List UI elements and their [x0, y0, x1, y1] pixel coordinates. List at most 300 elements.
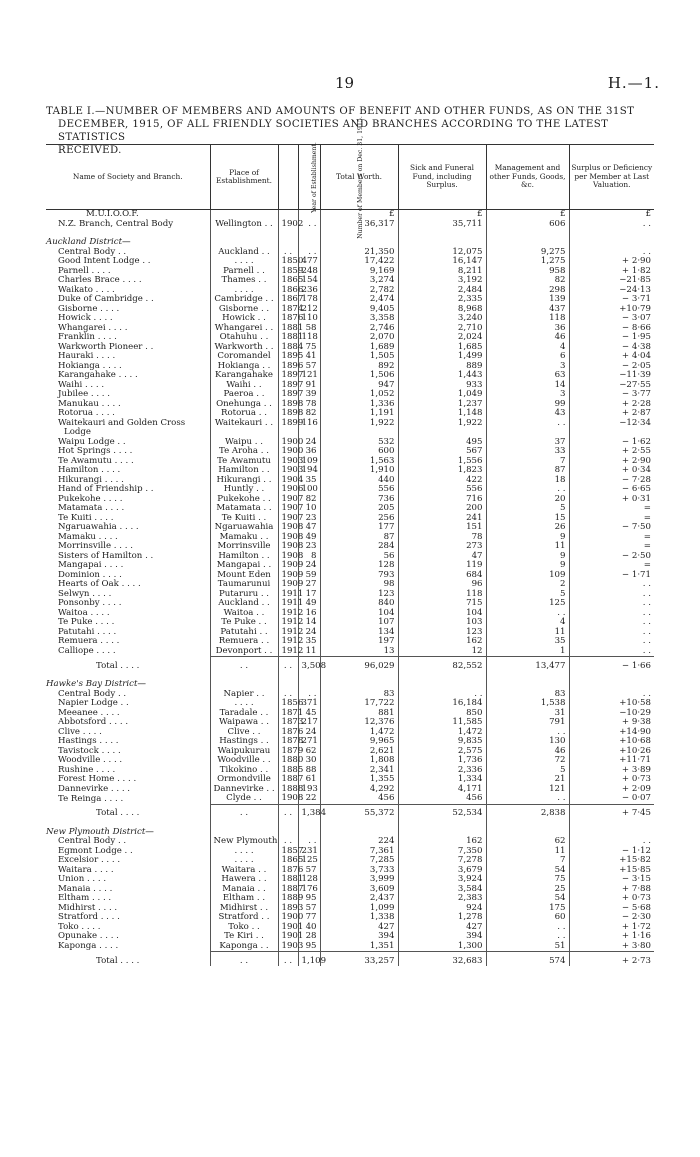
row-place — [210, 210, 278, 220]
row-surplus: − 8·66 — [569, 324, 654, 334]
row-surplus: + 2·87 — [569, 409, 654, 419]
row-total-worth: 36,317 — [320, 220, 398, 230]
row-management-fund: 9,275 — [486, 248, 569, 258]
row-sick-fund: 2,575 — [398, 747, 486, 757]
row-surplus: + 9·38 — [569, 718, 654, 728]
row-year: 1884 — [278, 343, 298, 353]
row-total-worth: 1,505 — [320, 352, 398, 362]
row-total-worth: 456 — [320, 794, 398, 804]
row-place: Huntly . . — [210, 485, 278, 495]
row-sick-fund: 850 — [398, 709, 486, 719]
row-place: Ngaruawahia — [210, 523, 278, 533]
spacer-cell — [210, 671, 278, 680]
row-name: Mangapai . . . . — [58, 560, 124, 570]
row-management-fund: 109 — [486, 571, 569, 581]
row-name: Abbotsford . . . . — [58, 717, 129, 727]
empty-cell — [569, 828, 654, 838]
row-management-fund: 11 — [486, 847, 569, 857]
row-members: 47 — [298, 523, 320, 533]
row-place: Thames . . — [210, 276, 278, 286]
row-total-worth: 2,621 — [320, 747, 398, 757]
row-sick-fund: 1,300 — [398, 942, 486, 952]
row-sick-fund: 8,968 — [398, 305, 486, 315]
row-place: Matamata . . — [210, 504, 278, 514]
spacer-cell — [278, 819, 298, 828]
row-year: 1909 — [278, 571, 298, 581]
row-surplus: +10·26 — [569, 747, 654, 757]
row-total-worth: 12,376 — [320, 718, 398, 728]
row-management-fund: 4 — [486, 618, 569, 628]
row-surplus: +10·58 — [569, 699, 654, 709]
row-surplus: . . — [569, 637, 654, 647]
row-year: 1906 — [278, 485, 298, 495]
row-year: . . — [278, 248, 298, 258]
row-total-worth: 1,052 — [320, 390, 398, 400]
row-total-worth: 881 — [320, 709, 398, 719]
row-management-fund: 87 — [486, 466, 569, 476]
row-name: Te Awamutu . . . . — [58, 455, 134, 466]
row-total-worth: 96,029 — [320, 657, 398, 672]
row-year: 1900 — [278, 913, 298, 923]
row-surplus: + 2·55 — [569, 447, 654, 457]
row-sick-fund: 889 — [398, 362, 486, 372]
row-surplus: + 1·16 — [569, 932, 654, 942]
row-management-fund: 118 — [486, 314, 569, 324]
row-name: Dannevirke . . . . — [58, 783, 131, 794]
row-members: 125 — [298, 856, 320, 866]
table-row — [46, 419, 654, 429]
row-members: 82 — [298, 409, 320, 419]
row-management-fund: 54 — [486, 866, 569, 876]
row-place: . . . . — [210, 847, 278, 857]
row-management-fund: 9 — [486, 533, 569, 543]
row-members: 41 — [298, 352, 320, 362]
row-sick-fund: 567 — [398, 447, 486, 457]
row-management-fund: 3 — [486, 362, 569, 372]
row-total-worth: 134 — [320, 628, 398, 638]
row-surplus: − 4·38 — [569, 343, 654, 353]
row-year: 1893 — [278, 904, 298, 914]
row-sick-fund: 96 — [398, 580, 486, 590]
row-management-fund: 46 — [486, 333, 569, 343]
row-place: Karangahake — [210, 371, 278, 381]
row-year: 1856 — [278, 699, 298, 709]
row-members: 36 — [298, 447, 320, 457]
row-management-fund: 7 — [486, 457, 569, 467]
row-year: 1897 — [278, 390, 298, 400]
row-management-fund: 21 — [486, 775, 569, 785]
district-heading: New Plymouth District— — [46, 826, 154, 837]
row-management-fund: 82 — [486, 276, 569, 286]
row-total-worth: 13 — [320, 647, 398, 657]
table-row — [46, 794, 654, 804]
row-place: . . . . — [210, 699, 278, 709]
row-sick-fund: 123 — [398, 628, 486, 638]
row-surplus: −11·39 — [569, 371, 654, 381]
row-total-worth: 1,099 — [320, 904, 398, 914]
row-members: 1,384 — [298, 804, 320, 819]
row-surplus: . . — [569, 618, 654, 628]
row-surplus: +11·71 — [569, 756, 654, 766]
row-name: Waitara . . . . — [58, 864, 114, 875]
row-members: 110 — [298, 314, 320, 324]
row-sick-fund: . . — [398, 690, 486, 700]
row-members: 116 — [298, 419, 320, 429]
row-name: Midhirst . . . . — [58, 902, 118, 913]
row-management-fund: 1 — [486, 647, 569, 657]
row-management-fund: 83 — [486, 690, 569, 700]
row-name: Franklin . . . . — [58, 332, 117, 342]
spacer-cell — [320, 819, 398, 828]
row-year: 1903 — [278, 466, 298, 476]
spacer-cell — [569, 229, 654, 238]
header-year: Year of Establishment. — [278, 145, 298, 210]
row-name: Kaponga . . . . — [58, 941, 119, 951]
row-management-fund: 958 — [486, 267, 569, 277]
row-place: Toko . . — [210, 923, 278, 933]
row-place: Wellington . . — [210, 220, 278, 230]
row-total-worth: 3,358 — [320, 314, 398, 324]
row-year: 1911 — [278, 590, 298, 600]
row-sick-fund: 119 — [398, 561, 486, 571]
row-year: 1902 — [278, 220, 298, 230]
row-members: 231 — [298, 847, 320, 857]
row-members: 62 — [298, 747, 320, 757]
row-surplus: −10·29 — [569, 709, 654, 719]
page-reference: H.—1. — [607, 74, 660, 92]
row-place: Clyde . . — [210, 794, 278, 804]
row-place: Hamilton . . — [210, 552, 278, 562]
row-name: Jubilee . . . . — [58, 389, 111, 399]
row-sick-fund: 1,472 — [398, 728, 486, 738]
row-sick-fund: 1,049 — [398, 390, 486, 400]
row-surplus: − 1·62 — [569, 438, 654, 448]
row-name: Dominion . . . . — [58, 569, 122, 580]
row-place: Ormondville — [210, 775, 278, 785]
row-year: 1876 — [278, 314, 298, 324]
row-members: . . — [298, 690, 320, 700]
row-sick-fund: 924 — [398, 904, 486, 914]
spacer-cell — [569, 671, 654, 680]
row-place: Midhirst . . — [210, 904, 278, 914]
row-name: Waipu Lodge . . — [58, 436, 126, 447]
row-year: 1888 — [278, 785, 298, 795]
row-name: Tavistock . . . . — [58, 745, 121, 756]
row-place: Hikurangi . . — [210, 476, 278, 486]
row-sick-fund: 2,335 — [398, 295, 486, 305]
row-management-fund: 1,538 — [486, 699, 569, 709]
row-place: New Plymouth — [210, 837, 278, 847]
row-surplus: − 6·65 — [569, 485, 654, 495]
spacer-cell — [210, 819, 278, 828]
row-name: Woodville . . . . — [58, 755, 123, 765]
row-total-worth: 892 — [320, 362, 398, 372]
row-total-worth: 1,922 — [320, 419, 398, 429]
row-place: . . . . — [210, 286, 278, 296]
row-total-worth: 9,405 — [320, 305, 398, 315]
row-total-worth: 1,910 — [320, 466, 398, 476]
row-management-fund: 606 — [486, 220, 569, 230]
row-surplus: +15·82 — [569, 856, 654, 866]
row-surplus: − 1·71 — [569, 571, 654, 581]
spacer-row — [46, 229, 654, 238]
row-management-fund: 72 — [486, 756, 569, 766]
row-sick-fund: 1,556 — [398, 457, 486, 467]
row-year: 1903 — [278, 942, 298, 952]
row-management-fund: 15 — [486, 514, 569, 524]
row-sick-fund: 456 — [398, 794, 486, 804]
row-management-fund: 437 — [486, 305, 569, 315]
row-management-fund: 2 — [486, 580, 569, 590]
row-name: Total . . . . — [96, 660, 140, 671]
row-management-fund: 75 — [486, 875, 569, 885]
row-name: Hearts of Oak . . . . — [58, 579, 141, 589]
row-surplus: −27·55 — [569, 381, 654, 391]
row-name: Patutahi . . . . — [58, 626, 117, 637]
district-heading: Hawke's Bay District— — [46, 679, 147, 689]
row-total-worth: 1,808 — [320, 756, 398, 766]
row-members: 35 — [298, 637, 320, 647]
row-sick-fund: 684 — [398, 571, 486, 581]
row-year: 1895 — [278, 352, 298, 362]
row-total-worth: 7,361 — [320, 847, 398, 857]
row-year: 1876 — [278, 866, 298, 876]
row-place: Waipu . . — [210, 438, 278, 448]
row-total-worth: 793 — [320, 571, 398, 581]
row-total-worth: 1,338 — [320, 913, 398, 923]
row-management-fund: 121 — [486, 785, 569, 795]
row-sick-fund: 1,334 — [398, 775, 486, 785]
row-place: Waitoa . . — [210, 609, 278, 619]
row-management-fund: 298 — [486, 286, 569, 296]
row-name: Waikato . . . . — [58, 284, 115, 295]
district-heading: Auckland District— — [46, 237, 131, 247]
row-members: 100 — [298, 485, 320, 495]
row-sick-fund: 1,823 — [398, 466, 486, 476]
row-place: Parnell . . — [210, 267, 278, 277]
spacer-cell — [320, 671, 398, 680]
row-sick-fund: 427 — [398, 923, 486, 933]
total-row — [46, 952, 654, 967]
row-year: 1876 — [278, 728, 298, 738]
row-members: 176 — [298, 885, 320, 895]
row-sick-fund: 16,147 — [398, 257, 486, 267]
row-surplus: = — [569, 504, 654, 514]
row-management-fund: 20 — [486, 495, 569, 505]
row-total-worth: 3,999 — [320, 875, 398, 885]
row-place: Te Awamutu — [210, 457, 278, 467]
row-management-fund: . . — [486, 728, 569, 738]
row-name: Sisters of Hamilton . . — [58, 550, 154, 561]
row-members: 217 — [298, 718, 320, 728]
row-sick-fund: 35,711 — [398, 220, 486, 230]
row-total-worth: 4,292 — [320, 785, 398, 795]
row-members: 371 — [298, 699, 320, 709]
spacer-cell — [298, 671, 320, 680]
row-place: Kaponga . . — [210, 942, 278, 952]
row-management-fund: 14 — [486, 381, 569, 391]
row-members: 40 — [298, 923, 320, 933]
row-surplus: +10·79 — [569, 305, 654, 315]
row-members: 118 — [298, 333, 320, 343]
row-name: Hand of Friendship . . — [58, 484, 154, 494]
row-members: 39 — [298, 390, 320, 400]
row-members: 236 — [298, 286, 320, 296]
row-management-fund: 33 — [486, 447, 569, 457]
row-surplus: + 2·90 — [569, 457, 654, 467]
row-place: Stratford . . — [210, 913, 278, 923]
row-year: 1907 — [278, 495, 298, 505]
row-members: 1,109 — [298, 952, 320, 967]
row-sick-fund: 11,585 — [398, 718, 486, 728]
row-place: Mamaku . . — [210, 533, 278, 543]
row-place: Hastings . . — [210, 737, 278, 747]
row-year: 1901 — [278, 932, 298, 942]
row-members: 75 — [298, 343, 320, 353]
row-place: Pukekohe . . — [210, 495, 278, 505]
row-sick-fund: 3,924 — [398, 875, 486, 885]
row-year: 1881 — [278, 324, 298, 334]
row-members: 59 — [298, 571, 320, 581]
row-total-worth: 177 — [320, 523, 398, 533]
row-year: 1912 — [278, 628, 298, 638]
spacer-cell — [210, 229, 278, 238]
row-name: Rushine . . . . — [58, 764, 116, 775]
row-year: 1899 — [278, 419, 298, 429]
row-surplus: + 7·45 — [569, 804, 654, 819]
row-year: 1909 — [278, 580, 298, 590]
row-name: Central Body . . — [58, 836, 127, 846]
row-surplus: . . — [569, 599, 654, 609]
row-management-fund: 5 — [486, 504, 569, 514]
row-sick-fund: 716 — [398, 495, 486, 505]
row-year: 1901 — [278, 923, 298, 933]
row-place: Auckland . . — [210, 599, 278, 609]
row-management-fund: 6 — [486, 352, 569, 362]
page-header — [0, 74, 700, 94]
row-members: 82 — [298, 495, 320, 505]
row-year: 1898 — [278, 409, 298, 419]
row-place: Rotorua . . — [210, 409, 278, 419]
row-total-worth: 1,355 — [320, 775, 398, 785]
row-members: . . — [298, 220, 320, 230]
row-sick-fund: 1,736 — [398, 756, 486, 766]
row-sick-fund: 273 — [398, 542, 486, 552]
row-place: Mangapai . . — [210, 561, 278, 571]
row-management-fund: 7 — [486, 856, 569, 866]
row-total-worth: 1,351 — [320, 942, 398, 952]
row-surplus: − 2·05 — [569, 362, 654, 372]
row-year: 1867 — [278, 295, 298, 305]
row-place: Taradale . . — [210, 709, 278, 719]
row-total-worth: 197 — [320, 637, 398, 647]
row-sick-fund: 495 — [398, 438, 486, 448]
row-place: . . — [210, 952, 278, 967]
row-place: Eltham . . — [210, 894, 278, 904]
row-members: 30 — [298, 756, 320, 766]
row-total-worth: 104 — [320, 609, 398, 619]
row-surplus: . . — [569, 690, 654, 700]
header-surplus: Surplus or Deficiency per Member at Last Valuation. — [569, 145, 654, 210]
row-year: . . — [278, 657, 298, 672]
row-surplus: + 3·89 — [569, 766, 654, 776]
row-total-worth: 427 — [320, 923, 398, 933]
row-name: Charles Brace . . . . — [58, 275, 142, 285]
row-members: 35 — [298, 476, 320, 486]
row-place: Remuera . . — [210, 637, 278, 647]
row-name: Total . . . . — [96, 955, 140, 966]
row-sick-fund: 104 — [398, 609, 486, 619]
row-sick-fund: 2,336 — [398, 766, 486, 776]
row-year: . . — [278, 837, 298, 847]
row-year: 1903 — [278, 457, 298, 467]
row-total-worth: 3,733 — [320, 866, 398, 876]
row-sick-fund: 1,443 — [398, 371, 486, 381]
row-surplus: − 5·68 — [569, 904, 654, 914]
row-members: 8 — [298, 552, 320, 562]
row-management-fund: 46 — [486, 747, 569, 757]
row-sick-fund: 1,499 — [398, 352, 486, 362]
header-place: Place of Establishment. — [210, 145, 278, 210]
row-name: Karangahake . . . . — [58, 370, 138, 380]
row-surplus: . . — [569, 837, 654, 847]
row-total-worth: 600 — [320, 447, 398, 457]
row-total-worth: 394 — [320, 932, 398, 942]
row-sick-fund: 52,534 — [398, 804, 486, 819]
row-surplus: . . — [569, 248, 654, 258]
row-year: 1889 — [278, 894, 298, 904]
row-management-fund: . . — [486, 485, 569, 495]
row-surplus: . . — [569, 647, 654, 657]
row-surplus: − 3·07 — [569, 314, 654, 324]
row-place: Paeroa . . — [210, 390, 278, 400]
row-year: 1897 — [278, 381, 298, 391]
table-row — [46, 220, 654, 230]
row-total-worth: 840 — [320, 599, 398, 609]
row-year: . . — [278, 952, 298, 967]
row-place: Putaruru . . — [210, 590, 278, 600]
row-members: 10 — [298, 504, 320, 514]
row-name: Eltham . . . . — [58, 893, 112, 903]
row-name: Selwyn . . . . — [58, 588, 112, 599]
total-row — [46, 657, 654, 672]
row-management-fund: £ — [486, 210, 569, 220]
row-members: 121 — [298, 371, 320, 381]
row-year: 1898 — [278, 400, 298, 410]
row-management-fund: 2,838 — [486, 804, 569, 819]
row-management-fund: 1,275 — [486, 257, 569, 267]
row-surplus: − 3·77 — [569, 390, 654, 400]
row-name: Te Reinga . . . . — [58, 793, 124, 804]
row-management-fund: 36 — [486, 324, 569, 334]
row-name: Clive . . . . — [58, 726, 102, 737]
row-total-worth: 736 — [320, 495, 398, 505]
spacer-cell — [298, 229, 320, 238]
row-members: 23 — [298, 514, 320, 524]
row-total-worth: 107 — [320, 618, 398, 628]
row-surplus: . . — [569, 590, 654, 600]
title-line-2: DECEMBER, 1915, OF ALL FRIENDLY SOCIETIES AND BRANCHES ACCORDING TO THE LATEST STATISTICS — [58, 119, 609, 143]
row-surplus: = — [569, 542, 654, 552]
row-sick-fund: 151 — [398, 523, 486, 533]
row-management-fund: 26 — [486, 523, 569, 533]
row-year: 1865 — [278, 276, 298, 286]
row-sick-fund: 1,148 — [398, 409, 486, 419]
row-place: Mount Eden — [210, 571, 278, 581]
row-name: Hastings . . . . — [58, 736, 119, 746]
row-name: Total . . . . — [96, 808, 140, 818]
row-management-fund: 37 — [486, 438, 569, 448]
